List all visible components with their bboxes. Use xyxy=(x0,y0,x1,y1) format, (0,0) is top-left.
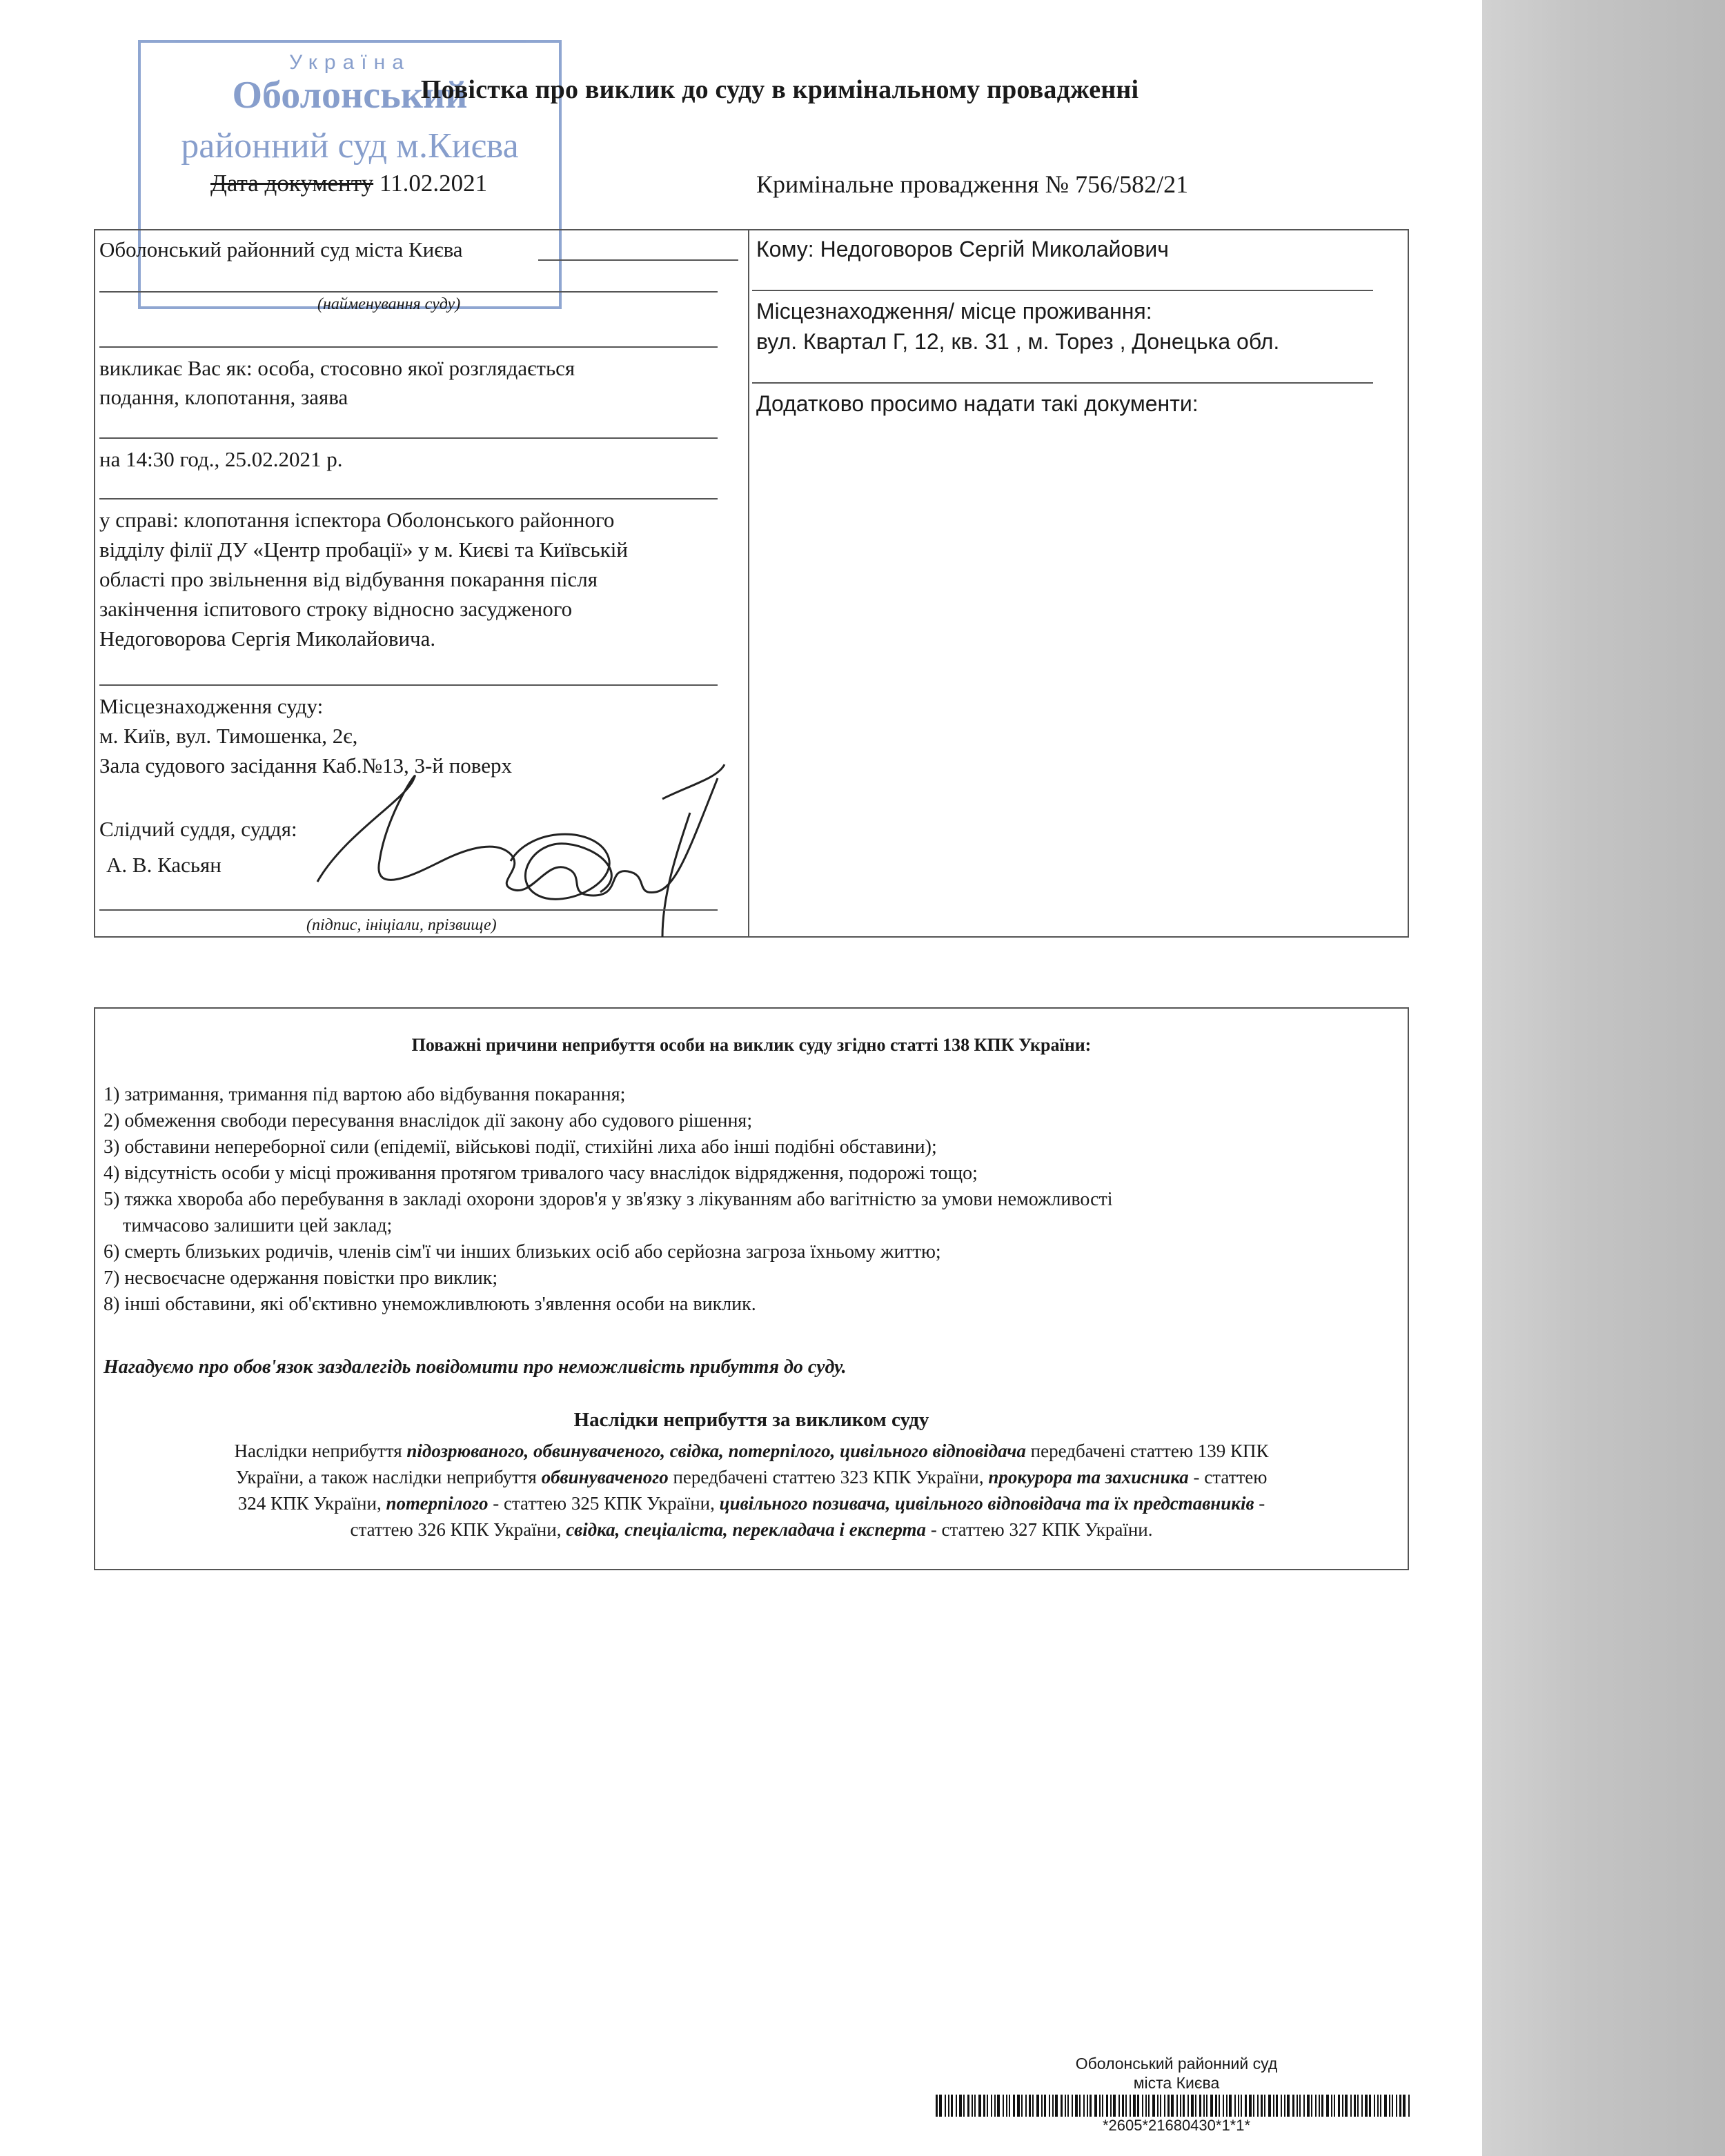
divider-2 xyxy=(99,346,718,348)
barcode-bar xyxy=(1090,2095,1092,2117)
barcode-bar xyxy=(1145,2095,1147,2117)
court-location-line-2: Зала судового засідання Каб.№13, 3-й поверх xyxy=(99,753,513,778)
barcode-bar xyxy=(1061,2095,1063,2117)
consequences-title: Наслідки неприбуття за викликом суду xyxy=(573,1409,929,1431)
barcode-bar xyxy=(1199,2095,1201,2117)
case-matter-line: Недоговорова Сергія Миколайовича. xyxy=(99,626,436,651)
barcode-bar xyxy=(1311,2095,1312,2117)
barcode-bar xyxy=(1350,2095,1352,2117)
barcode-bar xyxy=(1238,2095,1239,2117)
reasons-list xyxy=(103,1082,1346,1318)
barcode-bar xyxy=(994,2095,996,2117)
reason-item: 6) смерть близьких родичів, членів сім'ї чи інших близьких осіб або серйозна загроза їхньому життю; xyxy=(103,1241,941,1263)
divider-6 xyxy=(99,909,718,911)
barcode-bar xyxy=(1396,2095,1397,2117)
barcode-bar xyxy=(963,2095,965,2117)
barcode-bar xyxy=(1142,2095,1143,2117)
barcode-bar xyxy=(972,2095,973,2117)
summons-as: викликає Вас як: особа, стосовно якої розглядається xyxy=(99,356,575,380)
barcode-bar xyxy=(1210,2095,1213,2117)
document-title: Повістка про виклик до суду в кримінальному провадженні xyxy=(420,75,1139,104)
recipient-location-label: Місцезнаходження/ місце проживання: xyxy=(756,299,1152,324)
barcode-bar xyxy=(1067,2095,1069,2117)
barcode-bar xyxy=(1118,2095,1120,2117)
divider-4 xyxy=(99,498,718,500)
barcode-bar xyxy=(997,2095,1000,2117)
reason-item: 4) відсутність особи у місці проживання протягом тривалого часу внаслідок відрядження, подорожі тощо; xyxy=(103,1163,978,1184)
extra-documents: Додатково просимо надати такі документи: xyxy=(756,391,1199,416)
barcode-bar xyxy=(1017,2095,1020,2117)
case-matter-line: відділу філії ДУ «Центр пробації» у м. Києві та Київській xyxy=(99,537,628,562)
barcode-bar xyxy=(1354,2095,1356,2117)
document-date-value: 11.02.2021 xyxy=(379,170,488,197)
barcode-bar xyxy=(1374,2095,1375,2117)
barcode-bar xyxy=(991,2095,992,2117)
court-name-underline xyxy=(538,259,738,261)
barcode-bar xyxy=(1152,2095,1155,2117)
barcode-bar xyxy=(1072,2095,1073,2117)
barcode-bar xyxy=(1297,2095,1298,2117)
case-matter xyxy=(99,505,628,653)
barcode-bar xyxy=(1113,2095,1116,2117)
barcode-bar xyxy=(936,2095,938,2117)
barcode-bar xyxy=(1083,2095,1085,2117)
barcode-bar xyxy=(1292,2095,1294,2117)
barcode-bar xyxy=(1160,2095,1161,2117)
reasons-title: Поважні причини неприбуття особи на виклик суду згідно статті 138 КПК України: xyxy=(411,1035,1092,1055)
barcode-bar xyxy=(1176,2095,1178,2117)
barcode-bar xyxy=(1215,2095,1217,2117)
barcode-bar xyxy=(1013,2095,1015,2117)
table-column-divider xyxy=(748,229,749,938)
barcode-bar xyxy=(1253,2095,1254,2117)
divider-1 xyxy=(99,291,718,293)
barcode-bar xyxy=(1257,2095,1259,2117)
barcode xyxy=(936,2095,1412,2117)
case-matter-line: закінчення іспитового строку відносно засудженого xyxy=(99,597,573,621)
barcode-bar xyxy=(1365,2095,1368,2117)
barcode-bar xyxy=(1003,2095,1004,2117)
barcode-text: *2605*21680430*1*1* xyxy=(1102,2117,1251,2134)
right-divider-1 xyxy=(752,290,1373,291)
barcode-bar xyxy=(1044,2095,1046,2117)
barcode-bar xyxy=(1307,2095,1310,2117)
document-date xyxy=(210,170,487,197)
barcode-bar xyxy=(1055,2095,1058,2117)
barcode-bar xyxy=(956,2095,957,2117)
reason-item: 8) інші обставини, які об'єктивно унеможливлюють з'явлення особи на виклик. xyxy=(103,1294,756,1315)
barcode-bar xyxy=(1331,2095,1332,2117)
barcode-bar xyxy=(1036,2095,1039,2117)
scan-edge-shadow xyxy=(1482,0,1725,2156)
barcode-bar xyxy=(945,2095,946,2117)
barcode-bar xyxy=(1167,2095,1170,2117)
barcode-bar xyxy=(967,2095,969,2117)
barcode-bar xyxy=(1148,2095,1150,2117)
barcode-bar xyxy=(1025,2095,1027,2117)
reason-item: 1) затримання, тримання під вартою або відбування покарання; xyxy=(103,1084,626,1105)
barcode-bar xyxy=(1180,2095,1181,2117)
barcode-bar xyxy=(1369,2095,1371,2117)
barcode-bar xyxy=(1245,2095,1247,2117)
barcode-bar xyxy=(1345,2095,1348,2117)
barcode-bar xyxy=(1264,2095,1265,2117)
barcode-bar xyxy=(1137,2095,1139,2117)
document-date-label: Дата документу xyxy=(210,170,374,197)
divider-5 xyxy=(99,684,718,686)
case-matter-line: області про звільнення від відбування покарання після xyxy=(99,567,598,591)
barcode-bar xyxy=(1021,2095,1023,2117)
barcode-bar xyxy=(1342,2095,1343,2117)
barcode-bar xyxy=(1065,2095,1066,2117)
barcode-bar xyxy=(1102,2095,1103,2117)
barcode-bar xyxy=(1226,2095,1228,2117)
reason-item: 2) обмеження свободи пересування внаслідок дії закону або судового рішення; xyxy=(103,1110,753,1131)
barcode-bar xyxy=(1133,2095,1136,2117)
barcode-bar xyxy=(1157,2095,1159,2117)
barcode-bar xyxy=(1006,2095,1007,2117)
barcode-bar xyxy=(1261,2095,1263,2117)
barcode-bar xyxy=(1234,2095,1236,2117)
barcode-bar xyxy=(1122,2095,1124,2117)
case-number-value: 756/582/21 xyxy=(1075,170,1189,198)
judge-label: Слідчий суддя, суддя: xyxy=(99,817,297,841)
barcode-bar xyxy=(1321,2095,1323,2117)
consequences-line: статтею 326 КПК України, свідка, спеціаліста, перекладача і експерта - статтею 327 КПК України. xyxy=(350,1519,1153,1540)
judge-name: А. В. Касьян xyxy=(106,853,221,877)
barcode-bar xyxy=(1303,2095,1305,2117)
court-name: Оболонський районний суд міста Києва xyxy=(99,237,463,261)
barcode-bar xyxy=(1299,2095,1301,2117)
barcode-bar xyxy=(1380,2095,1381,2117)
barcode-bar xyxy=(1075,2095,1078,2117)
barcode-bar xyxy=(1164,2095,1165,2117)
barcode-bar xyxy=(1276,2095,1278,2117)
barcode-bar xyxy=(1319,2095,1320,2117)
barcode-bar xyxy=(974,2095,976,2117)
barcode-bar xyxy=(948,2095,949,2117)
reason-item: 7) несвоєчасне одержання повістки про виклик; xyxy=(103,1267,498,1289)
barcode-bar xyxy=(951,2095,953,2117)
barcode-bar xyxy=(1049,2095,1050,2117)
recipient-address: вул. Квартал Г, 12, кв. 31 , м. Торез , Донецька обл. xyxy=(756,329,1280,354)
recipient-name: Кому: Недоговоров Сергій Миколайович xyxy=(756,237,1169,261)
barcode-bar xyxy=(1287,2095,1290,2117)
court-location-line-1: м. Київ, вул. Тимошенка, 2є, xyxy=(99,724,358,748)
barcode-bar xyxy=(1223,2095,1224,2117)
barcode-bar xyxy=(978,2095,981,2117)
divider-3 xyxy=(99,437,718,439)
barcode-bar xyxy=(1249,2095,1252,2117)
barcode-bar xyxy=(1032,2095,1034,2117)
consequences-line: Наслідки неприбуття підозрюваного, обвинуваченого, свідка, потерпілого, цивільного відповідача передбачені статтею 139 КПК xyxy=(234,1441,1269,1461)
barcode-bar xyxy=(1052,2095,1054,2117)
barcode-bar xyxy=(1079,2095,1081,2117)
case-number xyxy=(756,170,1188,199)
stamp-line-2: Оболонський xyxy=(232,74,468,117)
barcode-bar xyxy=(1203,2095,1205,2117)
barcode-bar xyxy=(1268,2095,1271,2117)
stamp-line-1: Україна xyxy=(289,51,411,74)
barcode-bar xyxy=(1338,2095,1340,2117)
consequences-line: 324 КПК України, потерпілого - статтею 325 КПК України, цивільного позивача, цивільного відповідача та їх представників - xyxy=(237,1493,1265,1514)
judge-caption: (підпис, ініціали, прізвище) xyxy=(306,916,497,934)
barcode-bar xyxy=(1171,2095,1174,2117)
barcode-bar xyxy=(1281,2095,1282,2117)
barcode-bar xyxy=(1195,2095,1196,2117)
barcode-bar xyxy=(1191,2095,1194,2117)
consequences-line: України, а також наслідки неприбуття обвинуваченого передбачені статтею 323 КПК України, прокурора та захисника - статтею xyxy=(235,1467,1268,1487)
footer-court-line-1: Оболонський районний суд xyxy=(1075,2055,1278,2073)
consequences-text xyxy=(101,1438,1402,1543)
barcode-bar xyxy=(987,2095,988,2117)
barcode-bar xyxy=(1389,2095,1390,2117)
barcode-bar xyxy=(939,2095,942,2117)
stamp-line-3: районний суд м.Києва xyxy=(181,126,519,166)
barcode-bar xyxy=(1284,2095,1285,2117)
barcode-bar xyxy=(1408,2095,1410,2117)
barcode-bar xyxy=(1183,2095,1185,2117)
barcode-bar xyxy=(1106,2095,1108,2117)
barcode-bar xyxy=(1009,2095,1010,2117)
barcode-bar xyxy=(1377,2095,1379,2117)
court-name-caption: (найменування суду) xyxy=(317,295,461,313)
footer-court-line-2: міста Києва xyxy=(1133,2074,1220,2092)
barcode-bar xyxy=(1219,2095,1220,2117)
barcode-bar xyxy=(1241,2095,1242,2117)
right-divider-2 xyxy=(752,382,1373,384)
hearing-time: на 14:30 год., 25.02.2021 р. xyxy=(99,447,343,471)
barcode-bar xyxy=(1403,2095,1406,2117)
reason-item: тимчасово залишити цей заклад; xyxy=(123,1215,393,1236)
barcode-bar xyxy=(1087,2095,1088,2117)
barcode-bar xyxy=(1273,2095,1274,2117)
barcode-bar xyxy=(1334,2095,1335,2117)
barcode-bar xyxy=(1130,2095,1131,2117)
barcode-bar xyxy=(1392,2095,1393,2117)
barcode-bar xyxy=(1357,2095,1359,2117)
barcode-bar xyxy=(959,2095,962,2117)
barcode-bar xyxy=(1110,2095,1112,2117)
barcode-bar xyxy=(1099,2095,1101,2117)
barcode-bar xyxy=(1206,2095,1208,2117)
barcode-bar xyxy=(1125,2095,1127,2117)
barcode-bar xyxy=(1029,2095,1031,2117)
barcode-bar xyxy=(1229,2095,1232,2117)
court-location-label: Місцезнаходження суду: xyxy=(99,694,324,718)
case-matter-line: у справі: клопотання іспектора Оболонського районного xyxy=(99,508,615,532)
reason-item: 5) тяжка хвороба або перебування в закладі охорони здоров'я у зв'язку з лікуванням або вагітністю за умови неможливості xyxy=(103,1189,1113,1210)
barcode-bar xyxy=(1041,2095,1043,2117)
barcode-bar xyxy=(1361,2095,1363,2117)
barcode-bar xyxy=(1187,2095,1189,2117)
summons-as-2: подання, клопотання, заява xyxy=(99,385,348,409)
reason-item: 3) обставини непереборної сили (епідемії, військові події, стихійні лиха або інші подібні обставини); xyxy=(103,1136,937,1158)
barcode-bar xyxy=(983,2095,985,2117)
barcode-bar xyxy=(1326,2095,1329,2117)
barcode-bar xyxy=(1094,2095,1097,2117)
barcode-bar xyxy=(1315,2095,1317,2117)
case-number-label: Кримінальне провадження № xyxy=(756,170,1070,198)
barcode-bar xyxy=(1399,2095,1401,2117)
reasons-warning: Нагадуємо про обов'язок заздалегідь повідомити про неможливість прибуття до суду. xyxy=(103,1356,847,1378)
barcode-bar xyxy=(1384,2095,1387,2117)
